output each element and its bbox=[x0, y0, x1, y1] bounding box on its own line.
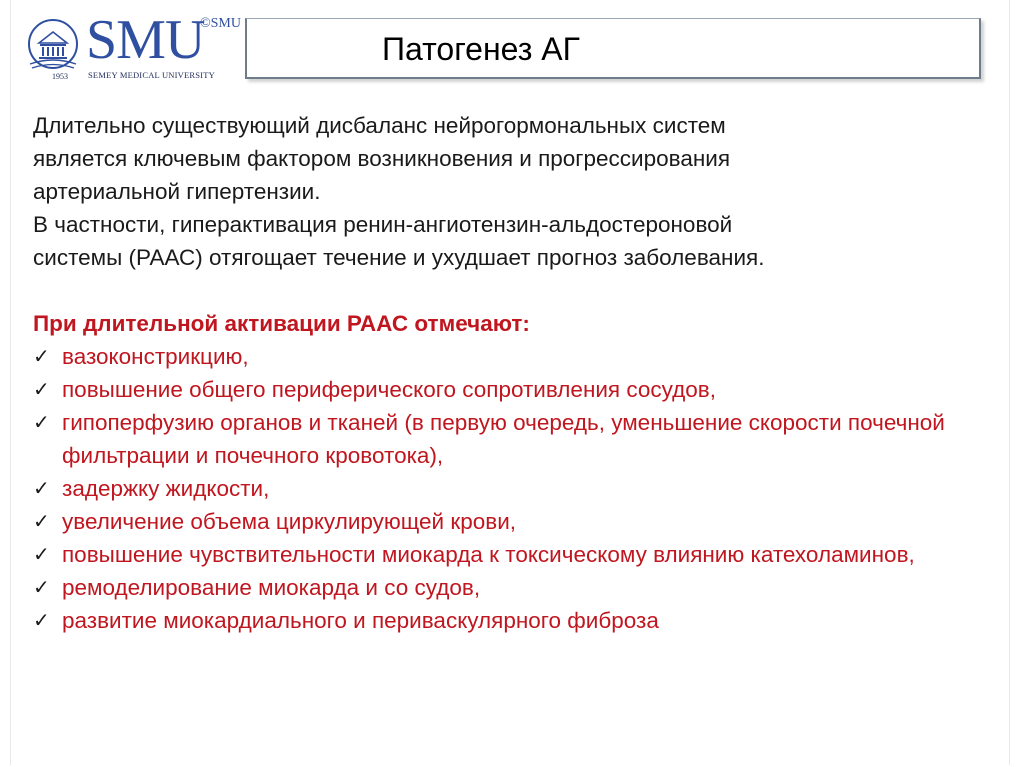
logo-copyright-badge: ©SMU bbox=[200, 16, 241, 31]
list-item bbox=[33, 373, 973, 406]
list-item bbox=[33, 406, 973, 472]
list-item-text: задержку жидкости, bbox=[62, 476, 270, 501]
university-building-icon bbox=[22, 18, 84, 72]
list-item-text: развитие миокардиального и периваскулярного фиброза bbox=[62, 608, 659, 633]
checkmark-icon: ✓ bbox=[33, 608, 50, 632]
smu-logo bbox=[22, 9, 241, 82]
checkmark-icon: ✓ bbox=[33, 410, 50, 434]
list-item bbox=[33, 538, 973, 571]
list-item-text: гипоперфузию органов и тканей (в первую очередь, уменьшение скорости почечной фильтрации и почечного кровотока), bbox=[62, 410, 945, 468]
list-item-text: повышение общего периферического сопротивления сосудов, bbox=[62, 377, 716, 402]
list-item-text: вазоконстрикцию, bbox=[62, 344, 249, 369]
list-item bbox=[33, 505, 973, 538]
logo-year: 1953 bbox=[52, 72, 68, 81]
logo-letters: SMU bbox=[86, 9, 205, 71]
checkmark-icon: ✓ bbox=[33, 476, 50, 500]
intro-line: является ключевым фактором возникновения и прогрессирования bbox=[33, 146, 731, 171]
intro-line: Длительно существующий дисбаланс нейрогормональных систем bbox=[33, 113, 726, 138]
raas-effects-list bbox=[33, 340, 973, 637]
title-box bbox=[245, 18, 981, 79]
list-item-text: ремоделирование миокарда и со судов, bbox=[62, 575, 481, 600]
checkmark-icon: ✓ bbox=[33, 344, 50, 368]
slide-title: Патогенез АГ bbox=[382, 31, 580, 67]
logo-university-name: SEMEY MEDICAL UNIVERSITY bbox=[88, 70, 215, 80]
list-item-text: увеличение объема циркулирующей крови, bbox=[62, 509, 517, 534]
list-item bbox=[33, 340, 973, 373]
checkmark-icon: ✓ bbox=[33, 575, 50, 599]
intro-line: В частности, гиперактивация ренин-ангиотензин-альдостероновой bbox=[33, 212, 733, 237]
raas-heading: При длительной активации РААС отмечают: bbox=[33, 311, 530, 336]
intro-line: системы (РААС) отягощает течение и ухудшает прогноз заболевания. bbox=[33, 245, 765, 270]
checkmark-icon: ✓ bbox=[33, 542, 50, 566]
checkmark-icon: ✓ bbox=[33, 377, 50, 401]
intro-line: артериальной гипертензии. bbox=[33, 179, 321, 204]
list-item-text: повышение чувствительности миокарда к токсическому влиянию катехоламинов, bbox=[62, 542, 915, 567]
slide-content bbox=[33, 109, 973, 637]
checkmark-icon: ✓ bbox=[33, 509, 50, 533]
list-item bbox=[33, 604, 973, 637]
list-item bbox=[33, 571, 973, 604]
list-item bbox=[33, 472, 973, 505]
